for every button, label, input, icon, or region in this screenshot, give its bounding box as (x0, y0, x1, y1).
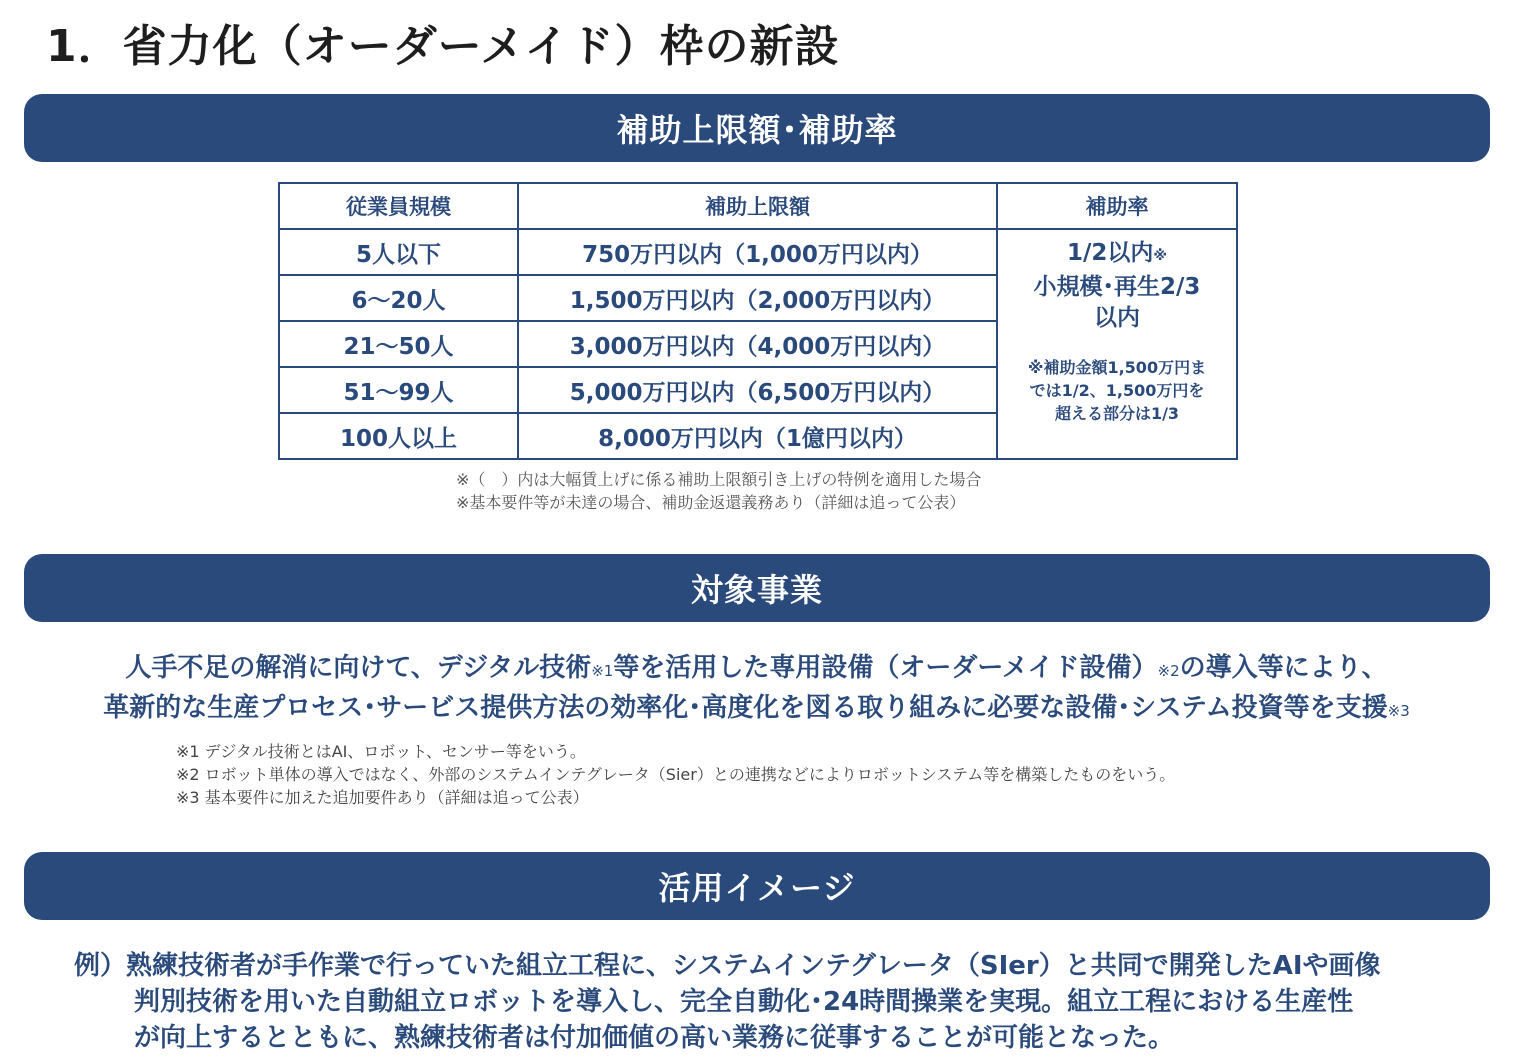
cell-rate (997, 229, 1237, 459)
footnote-mark-3: ※3 (1387, 702, 1410, 720)
footnote: ※1 デジタル技術とはAI、ロボット、センサー等をいう。 (176, 742, 586, 761)
target-desc-line-1: 人手不足の解消に向けて、デジタル技術※1等を活用した専用設備（オーダーメイド設備）※2の導入等により、 (125, 653, 1388, 683)
banner-title-subsidy: 補助上限額･補助率 (616, 111, 898, 149)
cell-scale: 6～20人 (279, 275, 518, 321)
banner-title-usage: 活用イメージ (658, 869, 856, 907)
footnote: ※基本要件等が未達の場合、補助金返還義務あり（詳細は追って公表） (456, 493, 966, 512)
cell-limit: 3,000万円以内（4,000万円以内） (518, 321, 997, 367)
rate-note: ※補助金額1,500万円ま では1/2、1,500万円を 超える部分は1/3 (1027, 358, 1207, 423)
cell-limit: 1,500万円以内（2,000万円以内） (518, 275, 997, 321)
banner-title-target: 対象事業 (690, 571, 823, 609)
header-employee-scale: 従業員規模 (279, 183, 518, 229)
cell-limit: 5,000万円以内（6,500万円以内） (518, 367, 997, 413)
example-line: 判別技術を用いた自動組立ロボットを導入し、完全自動化･24時間操業を実現。組立工程における生産性 (134, 987, 1354, 1017)
target-desc-line-2: 革新的な生産プロセス･サービス提供方法の効率化･高度化を図る取り組みに必要な設備･システム投資等を支援※3 (103, 693, 1410, 723)
rate-line-1: 1/2以内※ (1066, 240, 1168, 266)
target-description (0, 650, 1513, 730)
section-banner-target (24, 554, 1490, 622)
page-title: 1．省力化（オーダーメイド）枠の新設 (46, 21, 840, 72)
cell-limit: 750万円以内（1,000万円以内） (518, 229, 997, 275)
header-subsidy-limit: 補助上限額 (518, 183, 997, 229)
table-row (279, 229, 1237, 275)
table-header-row (279, 183, 1237, 229)
target-footnotes (176, 740, 1175, 809)
cell-scale: 51～99人 (279, 367, 518, 413)
section-banner-subsidy (24, 94, 1490, 162)
footnote: ※2 ロボット単体の導入ではなく、外部のシステムインテグレータ（Sier）との連携などによりロボットシステム等を構築したものをいう。 (176, 765, 1176, 784)
rate-line-3: 以内 (1094, 305, 1140, 331)
table-footnotes (456, 468, 981, 514)
header-subsidy-rate: 補助率 (997, 183, 1237, 229)
cell-scale: 5人以下 (279, 229, 518, 275)
cell-scale: 100人以上 (279, 413, 518, 459)
footnote: ※（ ）内は大幅賃上げに係る補助上限額引き上げの特例を適用した場合 (456, 470, 982, 489)
usage-example (74, 948, 1381, 1056)
footnote: ※3 基本要件に加えた追加要件あり（詳細は追って公表） (176, 788, 589, 807)
example-line: が向上するとともに、熟練技術者は付加価値の高い業務に従事することが可能となった。 (134, 1023, 1175, 1053)
cell-scale: 21～50人 (279, 321, 518, 367)
section-banner-usage (24, 852, 1490, 920)
rate-note-mark: ※ (1153, 248, 1168, 264)
cell-limit: 8,000万円以内（1億円以内） (518, 413, 997, 459)
rate-line-2: 小規模･再生2/3 (1033, 274, 1201, 300)
footnote-mark-2: ※2 (1157, 662, 1180, 680)
footnote-mark-1: ※1 (591, 662, 614, 680)
subsidy-table (278, 182, 1238, 460)
example-line: 例）熟練技術者が手作業で行っていた組立工程に、システムインテグレータ（SIer）と共同で開発したAIや画像 (74, 951, 1381, 981)
